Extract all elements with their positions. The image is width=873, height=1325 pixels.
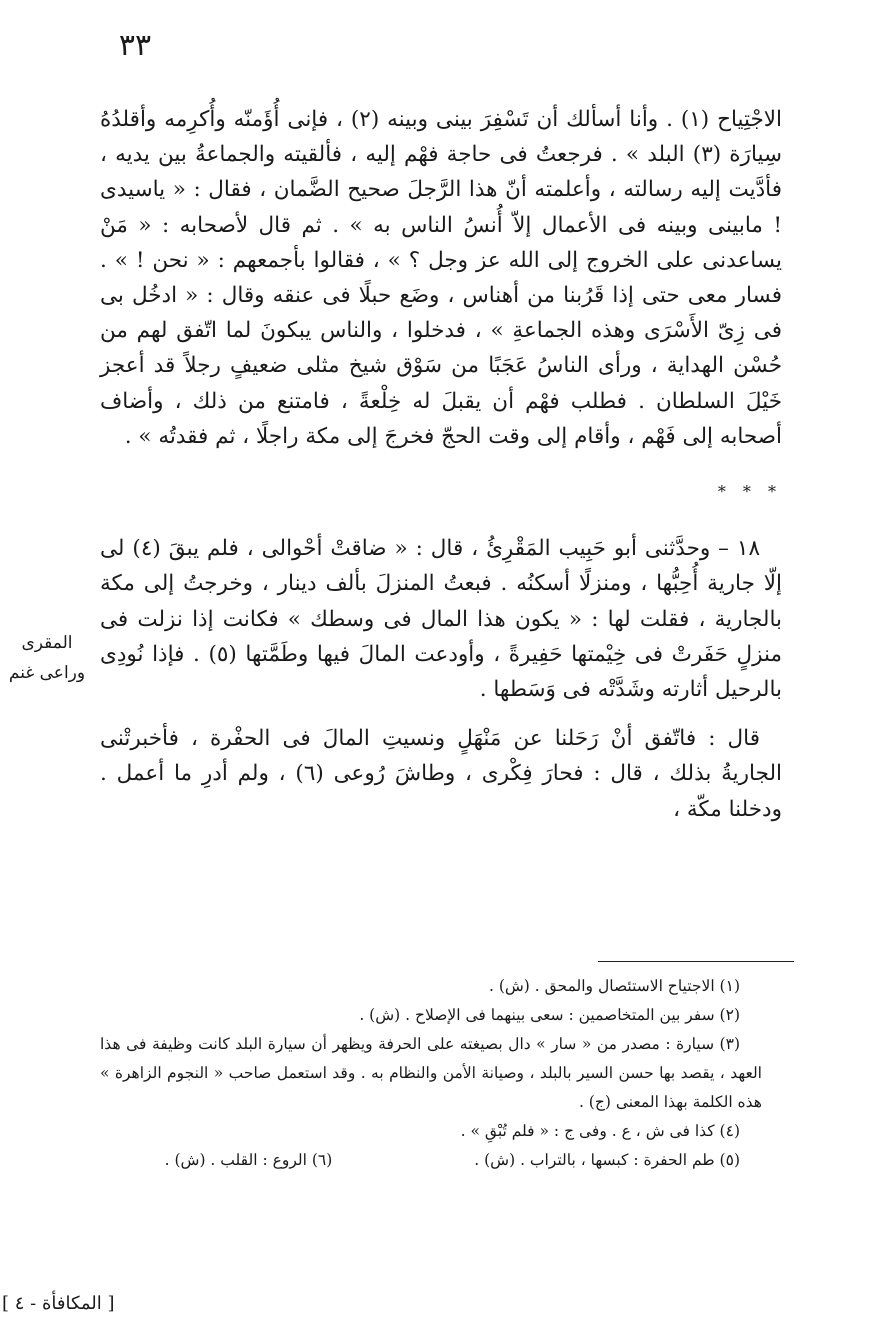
footnote-4: (٤) كذا فى ش ، ع . وفى ج : « فلم تُبْقِ » . bbox=[460, 1122, 740, 1140]
page-number: ٣٣ bbox=[118, 28, 152, 63]
paragraph-3: قال : فاتّفق أنْ رَحَلنا عن مَنْهَلٍ ونسيتِ المالَ فى الحفْرة ، فأخبرتْنى الجاريةُ بذلك ، قال : فحارَ فِكْرى ، وطاشَ رُوعى (٦) ، ولم أدرِ ما أعمل . ودخلنا مكّة ، bbox=[100, 726, 783, 822]
margin-note: المقرى وراعى غنم bbox=[8, 633, 86, 683]
paragraph-2: ١٨ – وحدَّثنى أبو حَبِيب المَقْرِئُ ، قال : « ضاقتْ أحْوالى ، فلم يبقَ (٤) لى إلّا جارية أُحِبُّها ، ومنزلًا أسكنُه . فبعتُ المنزلَ بألف دينار ، وخرجتُ إلى مكة بالجارية ، فقلت لها : « يكون هذا المال فى وسطك » فكانت إذا نزلت فى منزلٍ حَفَرتْ فى خِيْمتها حَفِيرةً ، وأودعت المالَ فيها وطَمَّتها (٥) . فإذا نُودِى بالرحيل أثارته وشَدَّتْه فى وَسَطها . bbox=[100, 536, 782, 703]
section-separator: * * * bbox=[717, 482, 782, 502]
footnote-divider bbox=[598, 961, 794, 962]
footnote-6: (٦) الروع : القلب . (ش) . bbox=[164, 1151, 333, 1169]
paragraph-1: الاجْتِياح (١) . وأنا أسألك أن تَسْفِرَ بينى وبينه (٢) ، فإنى أُؤَمنّه وأُكرِمه وأقلدُهُ سِيارَة (٣) البلد » . فرجعتُ فى حاجة فهْم إليه ، فألقيته والجماعةُ بين يديه ، فأدَّيت إليه رسالته ، وأعلمته أنّ هذا الرَّجلَ صحيح الضَّمان ، فقال : « ياسيدى ! مابينى وبينه فى الأعمال إلاّ أُنسُ الناس به » . ثم قال لأصحابه : « مَنْ يساعدنى على الخروج إلى الله عز وجل ؟ » ، فقالوا بأجمعهم : « نحن ! » . فسار معى حتى إذا قَرُبنا من أهناس ، وضَع حبلًا فى عنقه وقال : « ادخُل بى فى زِىّ الأَسْرَى وهذه الجماعةِ » ، فدخلوا ، والناس يبكونَ لما اتّفق لهم من حُسْن الهداية ، ورأى الناسُ عَجَبًا من سَوْق شيخ مثلى ضعيفٍ رجلاً قد أعجز خَيْلَ السلطان . فطلب فهْم أن يقبلَ له خِلْعةً ، فامتنع من ذلك ، وأضاف أصحابه إلى فَهْم ، وأقام إلى وقت الحجّ فخرجَ إلى مكة راجلًا ، ثم فقدتُه » . bbox=[100, 107, 783, 449]
main-text bbox=[100, 102, 782, 827]
footnote-row-5-6 bbox=[100, 1146, 762, 1175]
footnote-1: (١) الاجتياح الاستئصال والمحق . (ش) . bbox=[488, 977, 740, 995]
footnote-3: (٣) سيارة : مصدر من « سار » دال بصيغته على الحرفة ويظهر أن سيارة البلد كانت وظيفة فى هذا العهد ، يقصد بها حسن السير بالبلد ، وصيانة الأمن والنظام به . وقد استعمل صاحب « النجوم الزاهرة » هذه الكلمة بهذا المعنى (ج) . bbox=[100, 1035, 762, 1111]
footnote-2: (٢) سفر بين المتخاصمين : سعى بينهما فى الإصلاح . (ش) . bbox=[359, 1006, 740, 1024]
footnote-5: (٥) طم الحفرة : كبسها ، بالتراب . (ش) . bbox=[474, 1151, 740, 1169]
page-footer: [ المكافأة - ٤ ] bbox=[2, 1293, 115, 1314]
footnotes bbox=[100, 972, 762, 1175]
